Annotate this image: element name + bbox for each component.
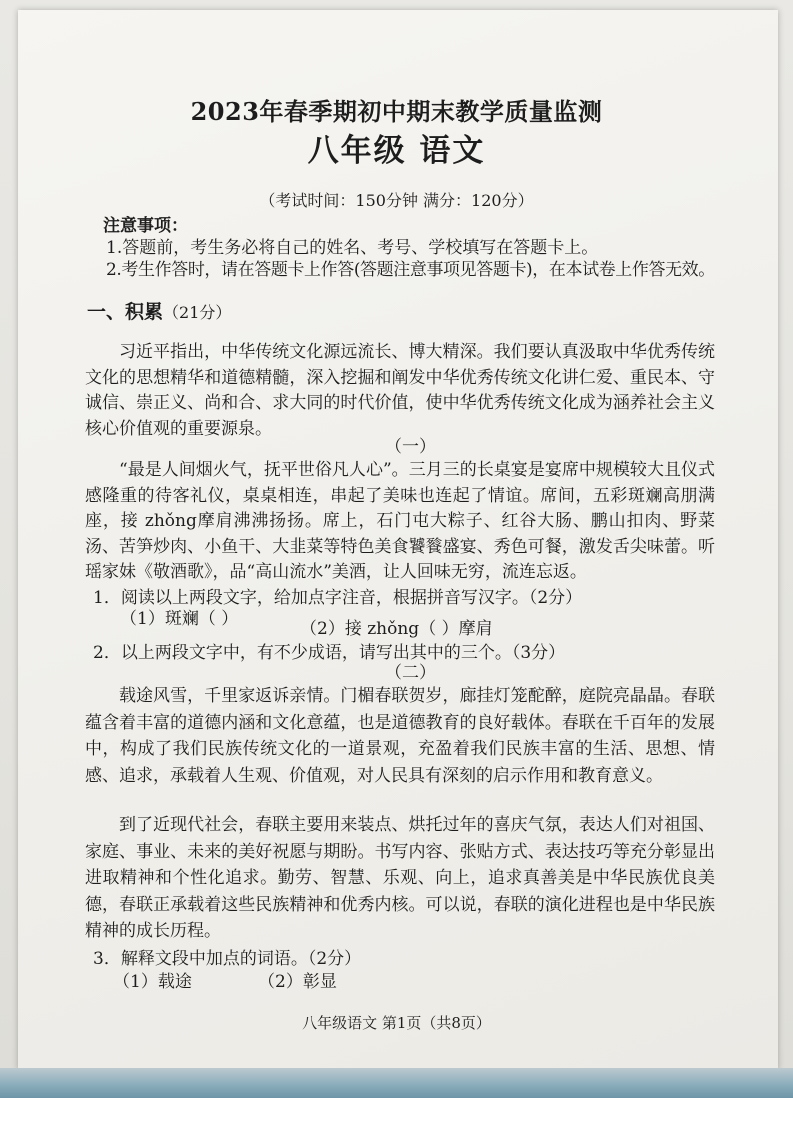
question-3-part-b: （2）彰显 <box>258 972 337 992</box>
section-heading-score: （21分） <box>163 303 232 322</box>
question-3-stem: 3．解释文段中加点的词语。（2分） <box>93 949 362 969</box>
bottom-margin <box>0 1098 793 1123</box>
passage-2-para-2: 到了近现代社会，春联主要用来装点、烘托过年的喜庆气氛，表达人们对祖国、家庭、事业、未来的美好祝愿与期盼。书写内容、张贴方式、表达技巧等充分彰显出进取精神和个性化追求。勤劳、智慧、乐观、向上，追求真善美是中华民族优良美德，春联正承载着这些民族精神和优秀内核。可以说，春联的演化进程也是中华民族精神的成长历程。 <box>85 815 715 941</box>
passage-1-label: （一） <box>385 437 436 457</box>
page-footer: 八年级语文 第1页（共8页） <box>302 1014 491 1032</box>
section-intro: 习近平指出，中华传统文化源远流长、博大精深。我们要认真汲取中华优秀传统文化的思想精华和道德精髓，深入挖掘和阐发中华优秀传统文化讲仁爱、重民本、守诚信、崇正义、尚和合、求大同的时代价值，使中华优秀传统文化成为涵养社会主义核心价值观的重要源泉。 <box>85 342 715 439</box>
notes-item-1: 1.答题前，考生务必将自己的姓名、考号、学校填写在答题卡上。 <box>106 238 599 258</box>
section-heading <box>87 297 231 324</box>
exam-title: 2023年春季期初中期末教学质量监测 <box>190 97 603 126</box>
question-1-part-b: （2）接 zhǒng（ ）摩肩 <box>300 619 493 639</box>
exam-subtitle: 八年级 语文 <box>307 133 486 169</box>
question-1-stem: 1．阅读以上两段文字，给加点字注音，根据拼音写汉字。（2分） <box>93 588 583 608</box>
question-1-part-a: （1）斑斓（ ） <box>120 609 239 629</box>
passage-1-text: “最是人间烟火气，抚平世俗凡人心”。三月三的长桌宴是宴席中规模较大且仪式感隆重的待客礼仪，桌桌相连，串起了美味也连起了情谊。席间，五彩斑斓高朋满座，接 zhǒng摩肩沸沸扬扬。席上，石门屯大粽子、红谷大肠、鹏山扣肉、野菜汤、苦笋炒肉、小鱼干、大韭菜等特色美食饕餮盛宴、秀色可餐，激发舌尖味蕾。听瑶家妹《敬酒歌》，品“高山流水”美酒，让人回味无穷，流连忘返。 <box>85 460 715 582</box>
exam-time-info: （考试时间：150分钟 满分：120分） <box>259 191 534 210</box>
question-2-stem: 2．以上两段文字中，有不少成语，请写出其中的三个。（3分） <box>93 643 566 663</box>
section-heading-title: 一、积累 <box>87 301 164 323</box>
passage-2-label: （二） <box>385 663 436 683</box>
notes-item-2: 2.考生作答时，请在答题卡上作答(答题注意事项见答题卡)，在本试卷上作答无效。 <box>106 260 715 280</box>
table-surface <box>0 1068 793 1098</box>
notes-heading: 注意事项： <box>103 216 188 236</box>
passage-2-para-1: 载途风雪，千里家返诉亲情。门楣春联贺岁，廊挂灯笼酡醉，庭院亮晶晶。春联蕴含着丰富的道德内涵和文化意蕴，也是道德教育的良好载体。春联在千百年的发展中，构成了我们民族传统文化的一道景观，充盈着我们民族丰富的生活、思想、情感、追求，承载着人生观、价值观，对人民具有深刻的启示作用和教育意义。 <box>85 686 715 786</box>
question-3-part-a: （1）载途 <box>113 972 192 992</box>
